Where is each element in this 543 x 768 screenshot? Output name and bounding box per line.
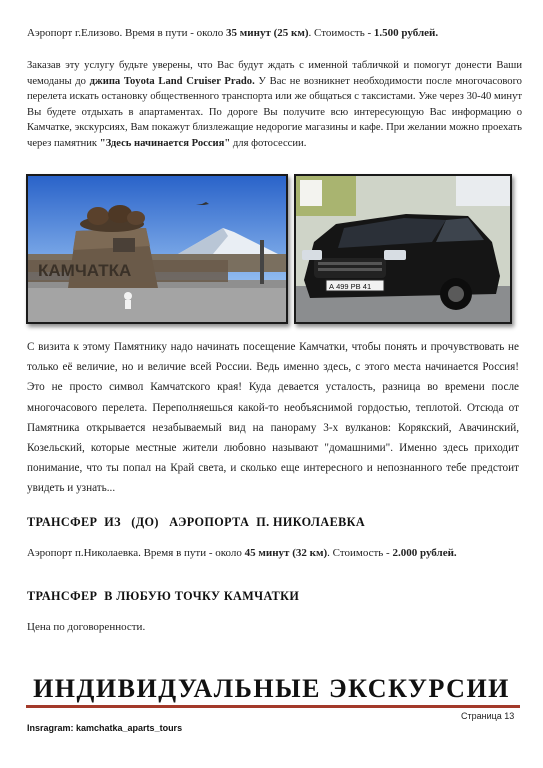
section1-price: 2.000 рублей. bbox=[392, 547, 457, 559]
car-photo bbox=[294, 174, 512, 324]
para1-monument: "Здесь начинается Россия" bbox=[99, 137, 231, 149]
para1-part1: Заказав эту услугу будьте уверены, что Вас будут ждать с именной табличкой и помогут донести Ваши чемоданы до bbox=[27, 60, 522, 87]
intro-time: 35 минут (25 км) bbox=[226, 27, 309, 39]
any-point-heading: ТРАНСФЕР В ЛЮБУЮ ТОЧКУ КАМЧАТКИ bbox=[27, 589, 300, 603]
para1-car: джипа Toyota Land Cruiser Prado. bbox=[89, 75, 255, 87]
monument-sign-text: КАМЧАТКА bbox=[38, 261, 132, 280]
monument-paragraph: С визита к этому Памятнику надо начинать посещение Камчатки, чтобы понять и прочувствовать не только её величие, но и величие всей России. Ведь именно здесь, с этого места начинается Россия! Это не просто символ Камчатского края! Куда девается усталость, разница во времени после многочасового перелета. Переполняешься какой-то необъяснимой гордостью, теплотой. Отсюда от Памятника открывается незабываемый вид на панораму 3-х вулканов: Корякский, Авачинский, Козельский, которые местные жители любовно называют "домашними". Именно здесь приходит понимание, что ты попал на Край света, и сколько еще интересного и непознанного тебе предстоит увидеть и узнать... bbox=[27, 341, 519, 495]
nikolaevka-line bbox=[27, 545, 519, 561]
intro-mid: . Стоимость - bbox=[308, 27, 374, 39]
photo-row bbox=[26, 174, 512, 324]
price-negotiable: Цена по договоренности. bbox=[27, 621, 146, 633]
intro-prefix: Аэропорт г.Елизово. Время в пути - около bbox=[27, 27, 227, 39]
instagram-handle: Insragram: kamchatka_aparts_tours bbox=[27, 723, 183, 733]
intro-price: 1.500 рублей. bbox=[373, 27, 439, 39]
para1-part3: для фотосессии. bbox=[230, 137, 307, 149]
divider bbox=[26, 705, 520, 708]
excursions-title: ИНДИВИДУАЛЬНЫЕ ЭКСКУРСИИ bbox=[33, 674, 510, 703]
section1-prefix: Аэропорт п.Николаевка. Время в пути - около bbox=[27, 547, 245, 559]
nikolaevka-heading: ТРАНСФЕР ИЗ (ДО) АЭРОПОРТА П. НИКОЛАЕВКА bbox=[27, 515, 366, 529]
airport-elizovo-line bbox=[27, 26, 522, 41]
plate-text: А 499 РВ 41 bbox=[329, 282, 372, 291]
monument-photo bbox=[26, 174, 288, 324]
para1-part2: У Вас не возникнет необходимости после многочасового перелета искать остановку общественного транспорта или же общаться с таксистами. Уже через 30-40 минут Вы будете отдыхать в апартаментах. По дороге Вы получите всю интересующую Вас информацию о Камчатке, экскурсиях, Вам покажут близлежащие недорогие магазины и кафе. При желании можно проехать через памятник bbox=[27, 75, 522, 149]
transfer-description bbox=[27, 58, 522, 152]
section1-mid: . Стоимость - bbox=[327, 547, 393, 559]
page-number: Страница 13 bbox=[461, 711, 515, 721]
section1-time: 45 минут (32 км) bbox=[244, 547, 328, 559]
